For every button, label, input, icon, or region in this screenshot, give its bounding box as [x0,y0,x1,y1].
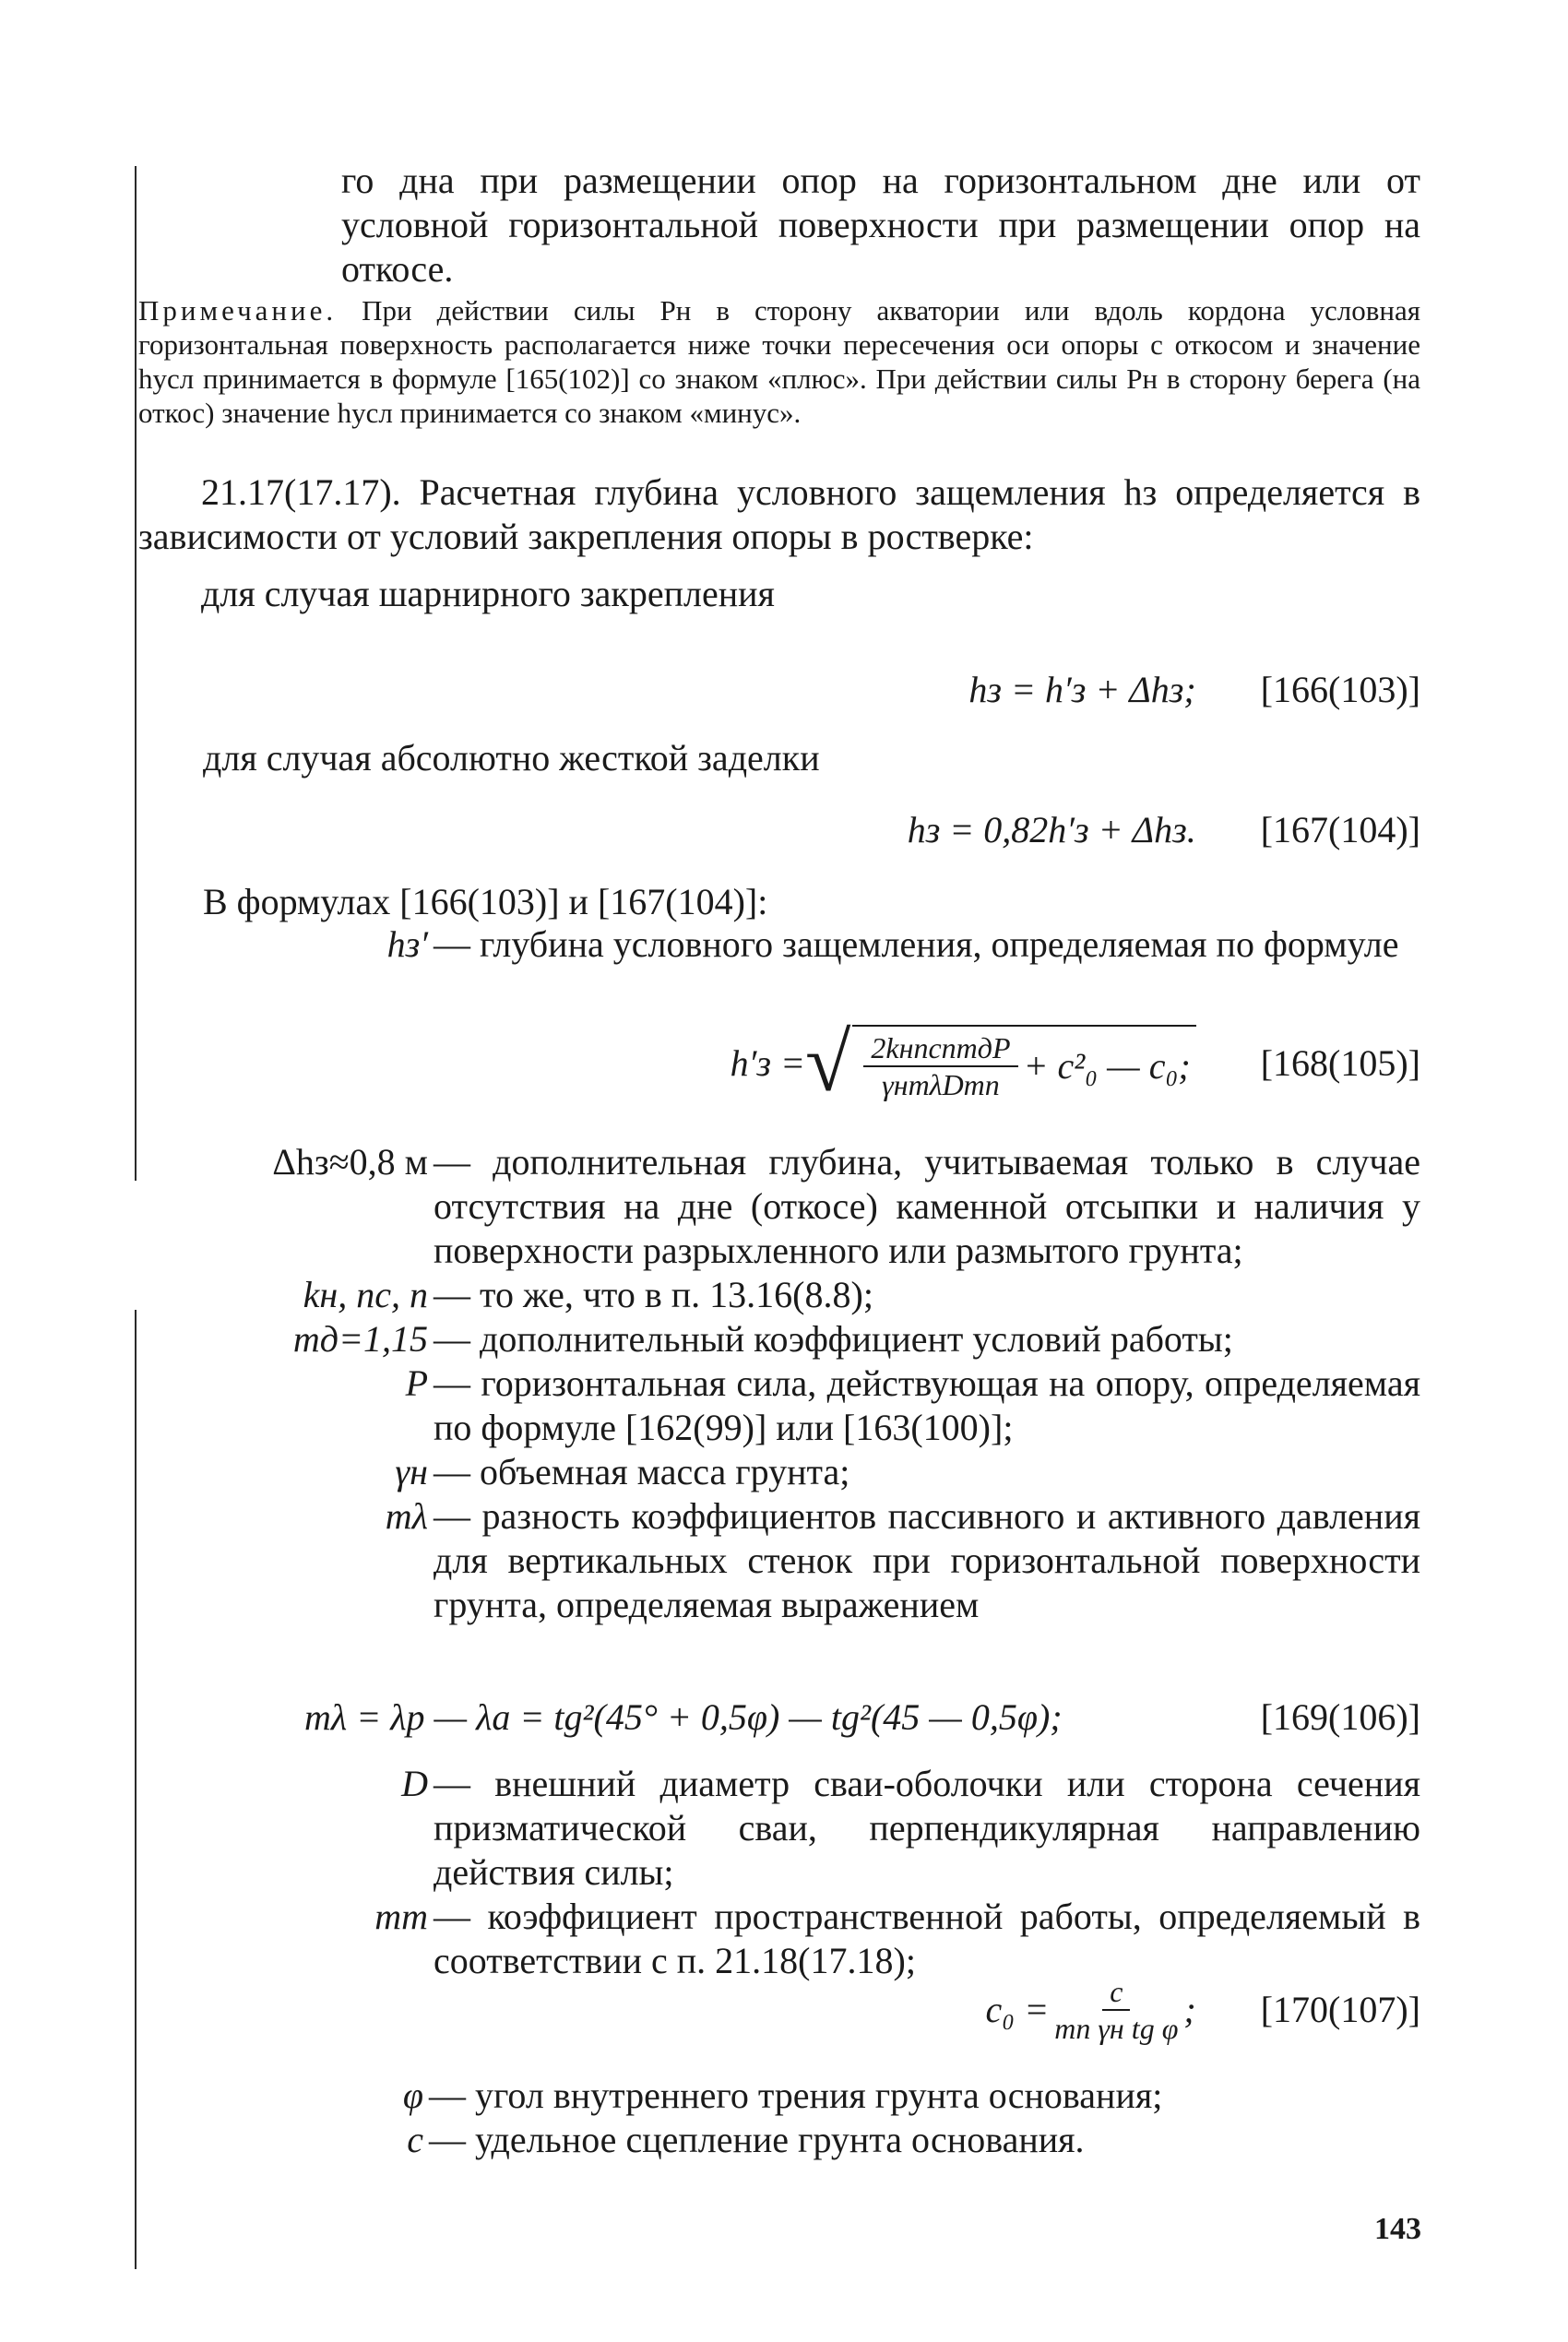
definition-row [194,1273,1420,1317]
definition-row [194,2118,1420,2162]
body-text [203,159,1420,291]
square-root [804,1017,1196,1109]
definition-text: — объемная масса грунта; [434,1451,850,1492]
formula-167: hз = 0,82h′з + Δhз. [907,809,1196,850]
symbol-gamma: γн [395,1451,428,1492]
numerator-170: c [1102,1974,1130,2011]
definition-row [194,1361,1420,1450]
formula-166: hз = h′з + Δhз; [968,669,1196,710]
definition-text: — удельное сцепление грунта основания. [429,2119,1085,2160]
formula-169: mλ = λp — λa = tg²(45° + 0,5φ) — tg²(45 — 0,5φ); [304,1696,1063,1738]
case-rigid: для случая абсолютно жесткой заделки [203,737,820,779]
continuation-paragraph: го дна при размещении опор на горизонтальном дне или от условной горизонтальной поверхности при размещении опор на откосе. [341,160,1420,290]
note-text: При действии силы Pн в сторону акватории или вдоль кордона условная горизонтальная поверхность располагается ниже точки пересечения оси опоры с откосом и значение hусл принимается в формуле [165(102)] со знаком «плюс». При действии силы Pн в сторону берега (на откос) значение hусл принимается со знаком «минус». [138,294,1421,429]
definition-row [194,1140,1420,1273]
symbol-k-n: kн, nс, n [303,1274,428,1315]
definition-text: — разность коэффициентов пассивного и активного давления для вертикальных стенок при горизонтальной поверхности грунта, определяемая выражением [434,1495,1420,1625]
equation-166 [203,668,1420,712]
definition-text: — дополнительная глубина, учитываемая только в случае отсутствия на дне (откосе) каменной отсыпки и наличия у поверхности разрыхленного или размытого грунта; [434,1141,1420,1271]
symbol-m-lambda: mλ [385,1495,428,1537]
definitions-list-3 [194,2074,1420,2162]
radical-sign: √ [804,1017,851,1109]
symbol-phi: φ [402,2075,423,2116]
symbol-md: mд=1,15 [292,1318,428,1360]
symbol-mt: mт [374,1896,428,1937]
denominator-168: γнmλDmп [882,1068,1000,1101]
equation-169 [304,1695,1420,1740]
symbol-d: D [401,1763,428,1804]
definition-text: — горизонтальная сила, действующая на опору, определяемая по формуле [162(99)] или [163(100)]; [434,1362,1420,1448]
symbol-h: hз′ [386,923,428,965]
definition-h-text: — глубина условного защемления, определяемая по формуле [434,923,1399,965]
definition-row [194,2074,1420,2118]
symbol-dh: Δhз≈0,8 м [272,1141,428,1183]
equation-167 [203,808,1420,852]
note-block [138,293,1420,430]
case-rigid-block [203,736,1420,780]
equation-number-170: [170(107)] [1260,1989,1420,2030]
equation-number-168: [168(105)] [1260,1042,1420,1084]
definition-text: — угол внутреннего трения грунта основания; [429,2075,1163,2116]
clause-text: Расчетная глубина условного защемления hз определяется в зависимости от условий закрепления опоры в ростверке: [138,471,1420,557]
definition-text: — дополнительный коэффициент условий работы; [434,1318,1233,1360]
definition-row [194,1494,1420,1627]
page-number: 143 [1374,2212,1421,2246]
formula-168-tail: + c²₀ — c₀; [1023,1045,1191,1087]
symbol-c: c [407,2119,423,2160]
definition-row [194,1895,1420,1983]
equation-170 [203,1974,1420,2046]
formula-170-tail: ; [1183,1989,1196,2030]
definition-row [194,1450,1420,1494]
margin-rule-lower [135,1310,137,2269]
definition-text: — внешний диаметр сваи-оболочки или сторона сечения призматической сваи, перпендикулярная направлению действия силы; [434,1763,1420,1893]
equation-number-169: [169(106)] [1260,1696,1420,1738]
definitions-list-1 [194,1140,1420,1627]
in-formulas-block [203,880,1420,924]
equation-number-167: [167(104)] [1260,809,1420,850]
numerator-168: 2kнncnmдP [863,1030,1017,1067]
definition-h [83,922,1420,967]
equation-number-166: [166(103)] [1260,669,1420,710]
fraction-170 [1054,1974,1178,2046]
equation-168 [203,1017,1420,1109]
definitions-list-2 [194,1762,1420,1983]
denominator-170: mп γн tg φ [1054,2012,1179,2045]
formula-170-lhs: c₀ = [985,1989,1050,2030]
note-heading: Примечание. [138,294,338,327]
symbol-p: P [405,1362,428,1404]
clause-block [138,470,1420,616]
definition-text: — то же, что в п. 13.16(8.8); [434,1274,873,1315]
clause-number: 21.17(17.17). [201,471,401,513]
definition-row [194,1762,1420,1895]
margin-rule [135,166,137,1181]
in-formulas-heading: В формулах [166(103)] и [167(104)]: [203,881,768,922]
formula-168-lhs: h′з = [730,1042,805,1084]
fraction-168 [863,1030,1017,1102]
definition-text: — коэффициент пространственной работы, определяемый в соответствии с п. 21.18(17.18); [434,1896,1420,1981]
case-hinged: для случая шарнирного закрепления [201,573,775,614]
definition-row [194,1317,1420,1361]
